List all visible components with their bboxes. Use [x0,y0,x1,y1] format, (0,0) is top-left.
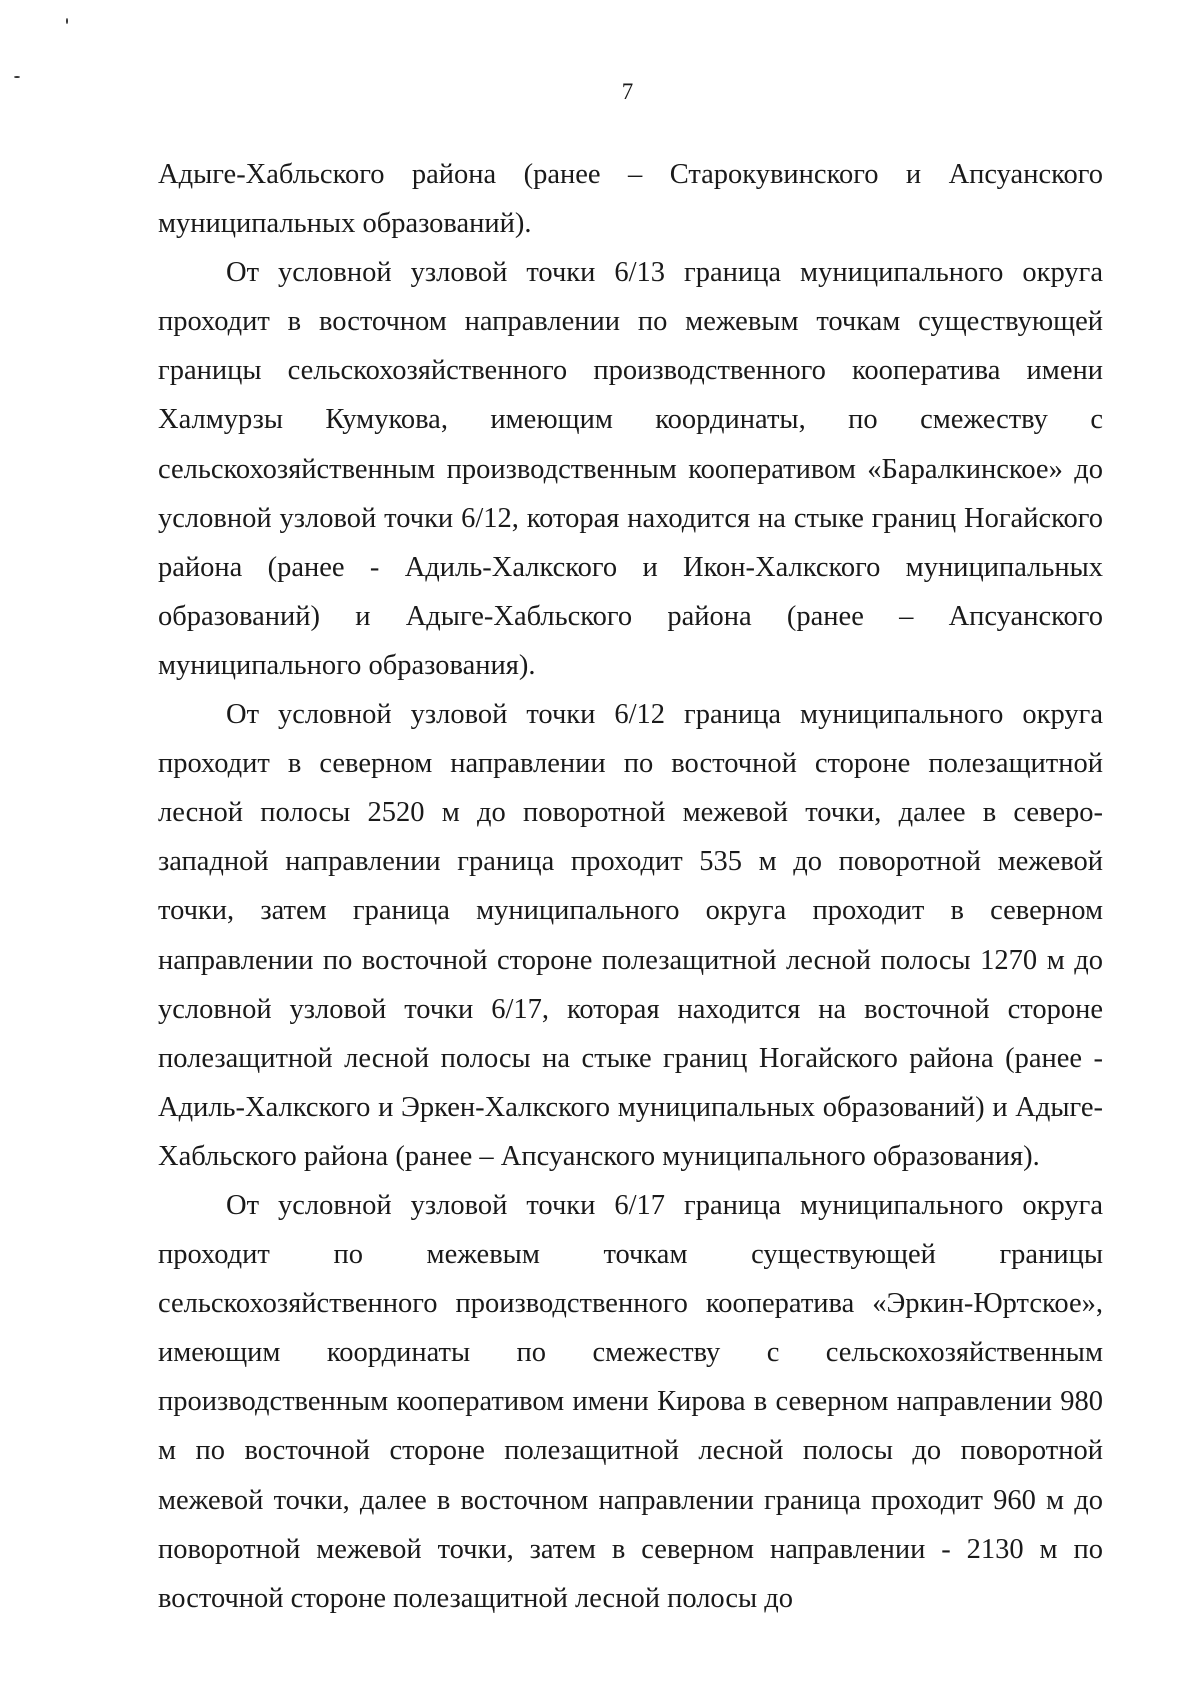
page-number: 7 [621,79,634,104]
paragraph-4: От условной узловой точки 6/17 граница муниципального округа проходит по межевым точкам существующей границы сельскохозяйственного производственного кооператива «Эркин-Юртское», имеющим координаты по смежеству с сельскохозяйственным производственным кооперативом имени Кирова в северном направлении 980 м по восточной стороне полезащитной лесной полосы до поворотной межевой точки, далее в восточном направлении граница проходит 960 м до поворотной межевой точки, затем в северном направлении - 2130 м по восточной стороне полезащитной лесной полосы до [158,1189,1103,1614]
paragraph-2: От условной узловой точки 6/13 граница муниципального округа проходит в восточном направлении по межевым точкам существующей границы сельскохозяйственного производственного кооператива имени Халмурзы Кумукова, имеющим координаты, по смежеству с сельскохозяйственным производственным кооперативом «Баралкинское» до условной узловой точки 6/12, которая находится на стыке границ Ногайского района (ранее - Адиль-Халкского и Икон-Халкского муниципальных образований) и Адыге-Хабльского района (ранее – Апсуанского муниципального образования). [158,257,1103,681]
document-body [158,150,1103,1623]
scan-speck [66,18,68,24]
paragraph-3: От условной узловой точки 6/12 граница муниципального округа проходит в северном направлении по восточной стороне полезащитной лесной полосы 2520 м до поворотной межевой точки, далее в северо-западной направлении граница проходит 535 м до поворотной межевой точки, затем граница муниципального округа проходит в северном направлении по восточной стороне полезащитной лесной полосы 1270 м до условной узловой точки 6/17, которая находится на восточной стороне полезащитной лесной полосы на стыке границ Ногайского района (ранее - Адиль-Халкского и Эркен-Халкского муниципальных образований) и Адыге-Хабльского района (ранее – Апсуанского муниципального образования). [158,699,1103,1172]
paragraph-1: Адыге-Хабльского района (ранее – Старокувинского и Апсуанского муниципальных образований). [158,159,1103,240]
